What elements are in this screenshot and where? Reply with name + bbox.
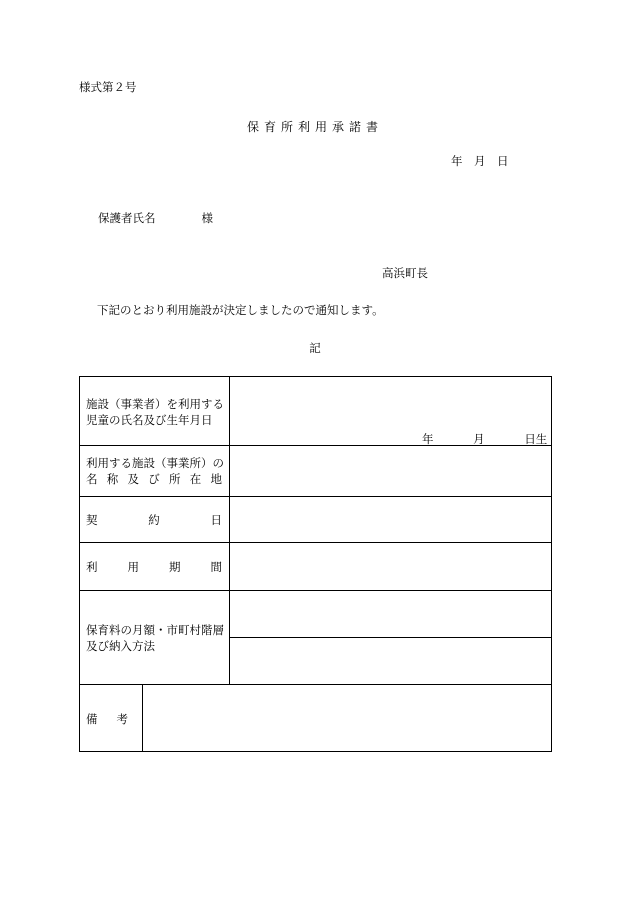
column-divider (229, 377, 230, 684)
honorific: 様 (201, 211, 213, 225)
remarks-label: 備 考 (86, 712, 128, 726)
row-divider (80, 496, 551, 497)
child-name-birth-label: 施設（事業者）を利用する 児童の氏名及び生年月日 (86, 397, 224, 427)
row-divider (80, 542, 551, 543)
issue-date: 年 月 日 (451, 154, 509, 168)
facility-name-address-label: 利用する施設（事業所）の 名 称 及 び 所 在 地 (86, 456, 224, 486)
column-divider (142, 684, 143, 752)
form-table (79, 376, 552, 752)
fee-payment-label: 保育料の月額・市町村階層 及び納入方法 (86, 623, 224, 653)
row-divider (80, 590, 551, 591)
guardian-name-label: 保護者氏名 (98, 211, 156, 225)
contract-date-label: 契 約 日 (86, 513, 222, 527)
ki-heading: 記 (309, 341, 321, 355)
usage-period-label: 利 用 期 間 (86, 560, 222, 574)
birth-date-suffix: 年 月 日生 (422, 432, 548, 446)
row-divider (80, 684, 551, 685)
guardian-name-line (98, 213, 213, 225)
row-divider (229, 637, 551, 638)
issuer: 高浜町長 (382, 266, 428, 280)
facility-name-address-line2: 名 称 及 び 所 在 地 (86, 472, 222, 486)
notice-text: 下記のとおり利用施設が決定しましたので通知します。 (97, 303, 384, 317)
form-number: 様式第２号 (79, 80, 137, 94)
page-title: 保育所利用承諾書 (246, 120, 383, 134)
